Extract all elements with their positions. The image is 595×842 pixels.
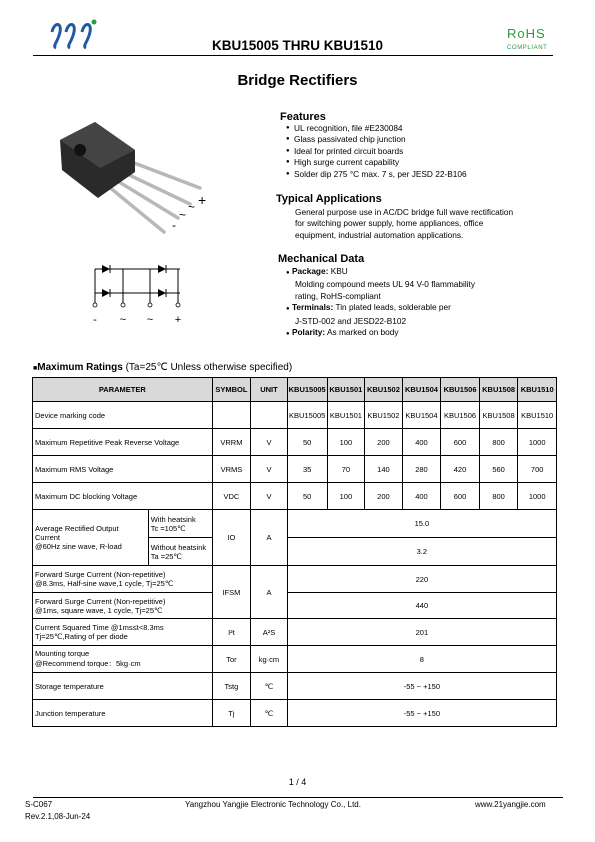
features-list (286, 123, 467, 180)
value-cell: 140 (365, 456, 403, 483)
col-header: KBU1508 (479, 378, 518, 402)
symbol-cell (212, 402, 251, 429)
symbol-cell: VDC (212, 483, 251, 510)
symbol-cell: VRRM (212, 429, 251, 456)
package-line-2: Molding compound meets UL 94 V-0 flammability (295, 279, 476, 290)
terminals-value: Tin plated leads, solderable per (335, 302, 451, 313)
value-cell: KBU1502 (365, 402, 403, 429)
unit-cell: V (251, 429, 288, 456)
website-link[interactable]: www.21yangjie.com (475, 800, 546, 809)
unit-cell: A (251, 566, 288, 619)
col-header: PARAMETER (33, 378, 213, 402)
param-cell: Storage temperature (33, 673, 213, 700)
terminals-label: Terminals: (291, 302, 334, 313)
footer-divider (33, 797, 563, 798)
bridge-schematic (85, 255, 195, 325)
subcondition-line: Without heatsink (150, 542, 207, 552)
mechanical-heading: Mechanical Data (278, 253, 365, 265)
rohs-mark: RoHS (507, 26, 546, 41)
value-cell: 600 (441, 483, 480, 510)
value-cell: 400 (402, 483, 441, 510)
symbol-cell: I²t (212, 619, 251, 646)
value-cell: 420 (441, 456, 480, 483)
symbol-cell: Tor (212, 646, 251, 673)
polarity-value: As marked on body (327, 327, 399, 338)
page-number: 1 / 4 (288, 777, 307, 787)
value-cell: 201 (287, 619, 556, 646)
pin-ac1-label: ~ (179, 208, 187, 222)
value-cell: 220 (287, 566, 556, 593)
table-row (33, 646, 557, 673)
applications-line: General purpose use in AC/DC bridge full wave rectification (295, 207, 514, 217)
value-cell: 100 (327, 483, 365, 510)
subcondition-line: Tc =105℃ (150, 523, 186, 533)
col-header: KBU1502 (365, 378, 403, 402)
value-cell: 1000 (518, 483, 557, 510)
col-header: KBU1501 (327, 378, 365, 402)
applications-line: equipment, industrial automation applications. (295, 229, 464, 240)
table-row (33, 456, 557, 483)
value-cell: 600 (441, 429, 480, 456)
col-header: KBU15005 (287, 378, 327, 402)
package-value: KBU (330, 266, 348, 276)
revision: Rev.2.1,08-Jun-24 (25, 812, 91, 821)
applications-text (295, 207, 513, 241)
schem-ac1-label: ~ (119, 314, 127, 325)
package-photo (40, 110, 225, 240)
applications-line: for switching power supply, home appliances, office (295, 218, 484, 229)
value-cell: -55 ~ +150 (287, 673, 556, 700)
symbol-cell: IFSM (212, 566, 251, 619)
param-cell (33, 619, 213, 646)
rohs-compliant-text: COMPLIANT (507, 45, 548, 51)
header-divider (33, 55, 553, 56)
ratings-title: Maximum Ratings (37, 362, 123, 373)
col-header: KBU1504 (402, 378, 441, 402)
value-cell: 3.2 (287, 538, 556, 566)
value-cell: 35 (287, 456, 327, 483)
value-cell: 800 (479, 429, 518, 456)
symbol-cell: IO (212, 510, 251, 566)
table-row (33, 510, 557, 538)
pin-minus-label: - (172, 218, 176, 232)
subcondition-line: Ta =25℃ (150, 551, 182, 561)
max-ratings-table (32, 377, 557, 727)
schem-plus-label: + (174, 314, 182, 325)
value-cell: 50 (287, 483, 327, 510)
feature-item: ● Glass passivated chip junction (286, 134, 467, 145)
param-cell: Junction temperature (33, 700, 213, 727)
param-cell: Device marking code (33, 402, 213, 429)
value-cell: 440 (287, 593, 556, 619)
polarity-label: Polarity: (291, 327, 326, 338)
symbol-cell: VRMS (212, 456, 251, 483)
subcondition-cell (148, 510, 212, 538)
document-code: S-C067 (25, 800, 53, 809)
unit-cell: V (251, 483, 288, 510)
param-line: Mounting torque (35, 649, 90, 658)
param-cell: Maximum RMS Voltage (33, 456, 213, 483)
feature-item: ● High surge current capability (286, 157, 467, 168)
unit-cell (251, 402, 288, 429)
schem-minus-label: - (93, 314, 97, 325)
value-cell: 280 (402, 456, 441, 483)
value-cell: 70 (327, 456, 365, 483)
param-line: Current (35, 533, 61, 542)
param-line: @1ms, square wave, 1 cycle, Tj=25℃ (35, 605, 163, 615)
col-header: KBU1506 (441, 378, 480, 402)
value-cell: KBU1501 (327, 402, 365, 429)
applications-heading: Typical Applications (276, 193, 382, 205)
col-header: SYMBOL (212, 378, 251, 402)
value-cell: KBU1510 (518, 402, 557, 429)
value-cell: 700 (518, 456, 557, 483)
unit-cell: ℃ (251, 700, 288, 727)
unit-cell: A²S (251, 619, 288, 646)
subcondition-cell (148, 538, 212, 566)
col-header: UNIT (251, 378, 288, 402)
param-cell (33, 593, 213, 619)
features-heading: Features (280, 111, 326, 123)
value-cell: 15.0 (287, 510, 556, 538)
symbol-cell: Tstg (212, 673, 251, 700)
value-cell: 800 (479, 483, 518, 510)
unit-cell: kg·cm (251, 646, 288, 673)
value-cell: KBU1504 (402, 402, 441, 429)
col-header: KBU1510 (518, 378, 557, 402)
param-line: Forward Surge Current (Non-repetitive) (35, 570, 166, 579)
table-row (33, 593, 557, 619)
table-row (33, 700, 557, 727)
page-subtitle: Bridge Rectifiers (237, 72, 358, 89)
table-row (33, 429, 557, 456)
pin-plus-label: + (198, 192, 207, 208)
table-row (33, 483, 557, 510)
pin-ac2-label: ~ (188, 200, 196, 214)
feature-item: ● UL recognition, file #E230084 (286, 123, 467, 134)
param-cell (33, 566, 213, 593)
table-row (33, 673, 557, 700)
param-line: Current Squared Time @1ms≤t<8.3ms (35, 623, 164, 632)
value-cell: 200 (365, 429, 403, 456)
value-cell: 50 (287, 429, 327, 456)
unit-cell: ℃ (251, 673, 288, 700)
value-cell: KBU1508 (479, 402, 518, 429)
terminals-line-2: J-STD-002 and JESD22-B102 (295, 315, 407, 326)
feature-item: ● Solder dip 275 °C max. 7 s, per JESD 22-B106 (286, 169, 467, 180)
value-cell: KBU1506 (441, 402, 480, 429)
param-cell (33, 510, 149, 566)
mechanical-text: ● Package: KBU Molding compound meets UL 94 V-0 flammability rating, RoHS-compliant ● Terminals: Tin plated leads, solderable per J-STD-002 and JESD22-B102 ● Polarity: As marked on body (286, 266, 476, 338)
param-line: Average Rectified Output (35, 524, 119, 533)
param-cell: Maximum DC blocking Voltage (33, 483, 213, 510)
subcondition-line: With heatsink (150, 514, 196, 524)
package-label: Package: (291, 266, 329, 276)
symbol-cell: Tj (212, 700, 251, 727)
table-row (33, 402, 557, 429)
table-header-row (33, 378, 557, 402)
ratings-condition: (Ta=25℃ Unless otherwise specified) (125, 362, 293, 373)
param-line: @8.3ms, Half-sine wave,1 cycle, Tj=25℃ (35, 579, 174, 588)
value-cell: 1000 (518, 429, 557, 456)
ratings-heading: ■Maximum Ratings (Ta=25℃ Unless otherwise specified) (33, 362, 293, 373)
unit-cell: A (251, 510, 288, 566)
company-name: Yangzhou Yangjie Electronic Technology Co., Ltd. (185, 800, 361, 809)
value-cell: 8 (287, 646, 556, 673)
schem-ac2-label: ~ (146, 314, 154, 325)
package-line-3: rating, RoHS-compliant (295, 290, 381, 301)
unit-cell: V (251, 456, 288, 483)
table-row (33, 619, 557, 646)
part-range-title: KBU15005 THRU KBU1510 (211, 38, 384, 53)
value-cell: 100 (327, 429, 365, 456)
param-line: @60Hz sine wave, R-load (35, 542, 122, 551)
feature-item: ● Ideal for printed circuit boards (286, 146, 467, 157)
param-cell: Maximum Repetitive Peak Reverse Voltage (33, 429, 213, 456)
param-line: Forward Surge Current (Non-repetitive) (35, 596, 166, 606)
value-cell: -55 ~ +150 (287, 700, 556, 727)
value-cell: 200 (365, 483, 403, 510)
value-cell: 560 (479, 456, 518, 483)
value-cell: KBU15005 (287, 402, 327, 429)
param-cell (33, 646, 213, 673)
table-row (33, 566, 557, 593)
value-cell: 400 (402, 429, 441, 456)
param-line: @Recommend torque：5kg·cm (35, 659, 141, 668)
param-line: Tj=25℃,Rating of per diode (35, 632, 128, 641)
